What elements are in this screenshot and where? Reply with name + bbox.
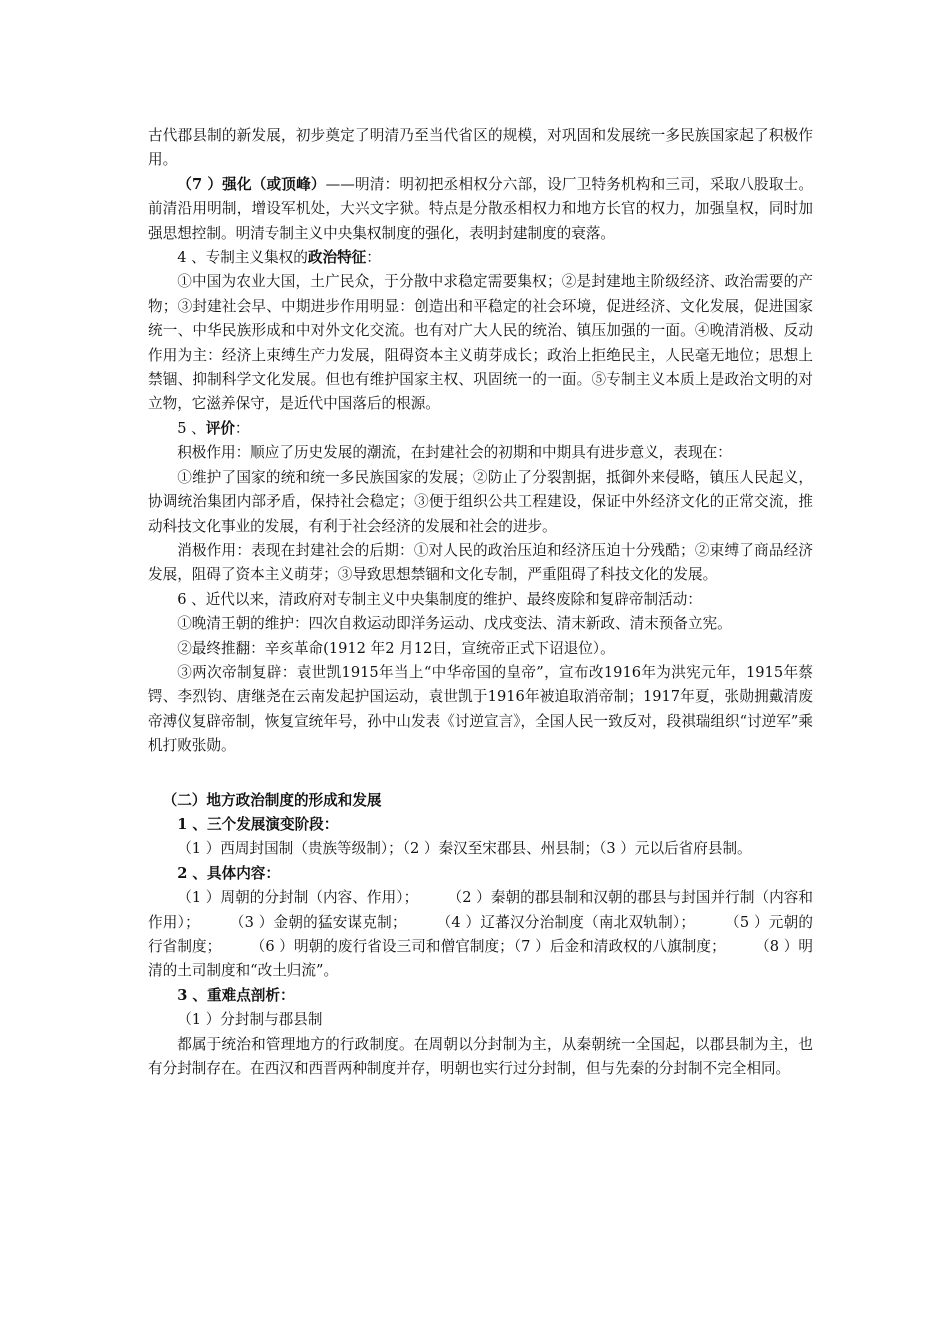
spacer — [148, 759, 813, 789]
paragraph-positive-list: ①维护了国家的统和统一多民族国家的发展；②防止了分裂割据，抵御外来侵略，镇压人民起义，协调统治集团内部矛盾，保持社会稳定；③便于组织公共工程建设，保证中外经济文化的正常交流，推动科技文化事业的发展，有利于社会经济的发展和社会的进步。 — [148, 468, 813, 535]
paragraph-county-system: 古代郡县制的新发展，初步奠定了明清乃至当代省区的规模，对巩固和发展统一多民族国家起了积极作用。 — [148, 127, 813, 169]
section-political-features — [148, 246, 813, 270]
paragraph-late-qing: ①晚清王朝的维护：四次自救运动即洋务运动、戊戌变法、清末新政、清末预备立宪。 — [177, 615, 732, 633]
section-three-stages: 1 、三个发展演变阶段： — [177, 815, 339, 833]
paragraph-ming-qing — [148, 173, 813, 246]
paragraph-fengjian-junxian: 都属于统治和管理地方的行政制度。在周朝以分封制为主，从秦朝统一全国起，以郡县制为主，也有分封制存在。在西汉和西晋两种制度并存，明朝也实行过分封制，但与先秦的分封制不完全相同。 — [148, 1035, 813, 1078]
document-page — [148, 124, 813, 1081]
paragraph-specific-content: （1 ）周朝的分封制（内容、作用）； （2 ）秦朝的郡县制和汉朝的郡县与封国并行制（内容和作用）； （3 ）金朝的猛安谋克制； （4 ）辽蕃汉分治制度（南北双轨制）； （5 ）元朝的行省制度； （6 ）明朝的废行省设三司和僧官制度；（7 ）后金和清政权的八旗制度； （8 ）明清的土司制度和“改土归流”。 — [148, 889, 813, 980]
stage-body: ——明清：明初把丞相权分六部，设厂卫特务机构和三司，采取八股取士。前清沿用明制，增设军机处，大兴文字狱。特点是分散丞相权力和地方长官的权力，加强皇权，同时加强思想控制。明清专制主义中央集权制度的强化，表明封建制度的衰落。 — [148, 175, 813, 242]
section-key-analysis: 3 、重难点剖析： — [177, 986, 295, 1004]
paragraph-features-body: ①中国为农业大国，土广民众，于分散中求稳定需要集权；②是封建地主阶级经济、政治需要的产物；③封建社会早、中期进步作用明显：创造出和平稳定的社会环境，促进经济、文化发展，促进国家统一、中华民族形成和中对外文化交流。也有对广大人民的统治、镇压加强的一面。④晚清消极、反动作用为主：经济上束缚生产力发展，阻碍资本主义萌芽成长；政治上拒绝民主，人民毫无地位；思想上禁锢、抑制科学文化发展。但也有维护国家主权、巩固统一的一面。⑤专制主义本质上是政治文明的对立物，它滋养保守，是近代中国落后的根源。 — [148, 273, 813, 413]
section-modern-times: 6 、近代以来，清政府对专制主义中央集制度的维护、最终废除和复辟帝制活动： — [177, 590, 702, 608]
section-number: 4 、专制主义集权的 — [177, 249, 308, 267]
chapter-heading-local-politics: （二）地方政治制度的形成和发展 — [162, 791, 382, 809]
section-evaluation — [148, 417, 813, 441]
section-colon: ： — [366, 249, 381, 267]
subsection-fengjian-junxian: （1 ）分封制与郡县制 — [177, 1011, 323, 1029]
paragraph-positive-intro: 积极作用：顺应了历史发展的潮流，在封建社会的初期和中期具有进步意义，表现在： — [177, 444, 732, 462]
section-number: 5 、 — [177, 419, 206, 437]
section-specific-content: 2 、具体内容： — [177, 864, 280, 882]
paragraph-restoration: ③两次帝制复辟：袁世凯1915年当上“中华帝国的皇帝”，宣布改1916年为洪宪元年，1915年蔡锷、李烈钧、唐继尧在云南发起护国运动，袁世凯于1916年被追取消帝制；1917年夏，张勋拥戴清废帝溥仪复辟帝制，恢复宣统年号，孙中山发表《讨逆宣言》，全国人民一致反对，段祺瑞组织“讨逆军”乘机打败张勋。 — [148, 663, 813, 755]
paragraph-negative: 消极作用：表现在封建社会的后期：①对人民的政治压迫和经济压迫十分残酷；②束缚了商品经济发展，阻碍了资本主义萌芽；③导致思想禁锢和文化专制，严重阻碍了科技文化的发展。 — [148, 541, 813, 584]
section-keyword: 政治特征 — [307, 249, 367, 267]
section-colon: ： — [234, 419, 250, 437]
section-keyword: 评价 — [205, 419, 235, 437]
paragraph-overthrow: ②最终推翻：辛亥革命(1912 年2 月12日，宣统帝正式下诏退位）。 — [177, 639, 615, 657]
stage-heading: （7 ）强化（或顶峰） — [177, 175, 326, 193]
paragraph-three-stages: （1 ）西周封国制（贵族等级制）；（2 ）秦汉至宋郡县、州县制；（3 ）元以后省府县制。 — [177, 840, 752, 858]
